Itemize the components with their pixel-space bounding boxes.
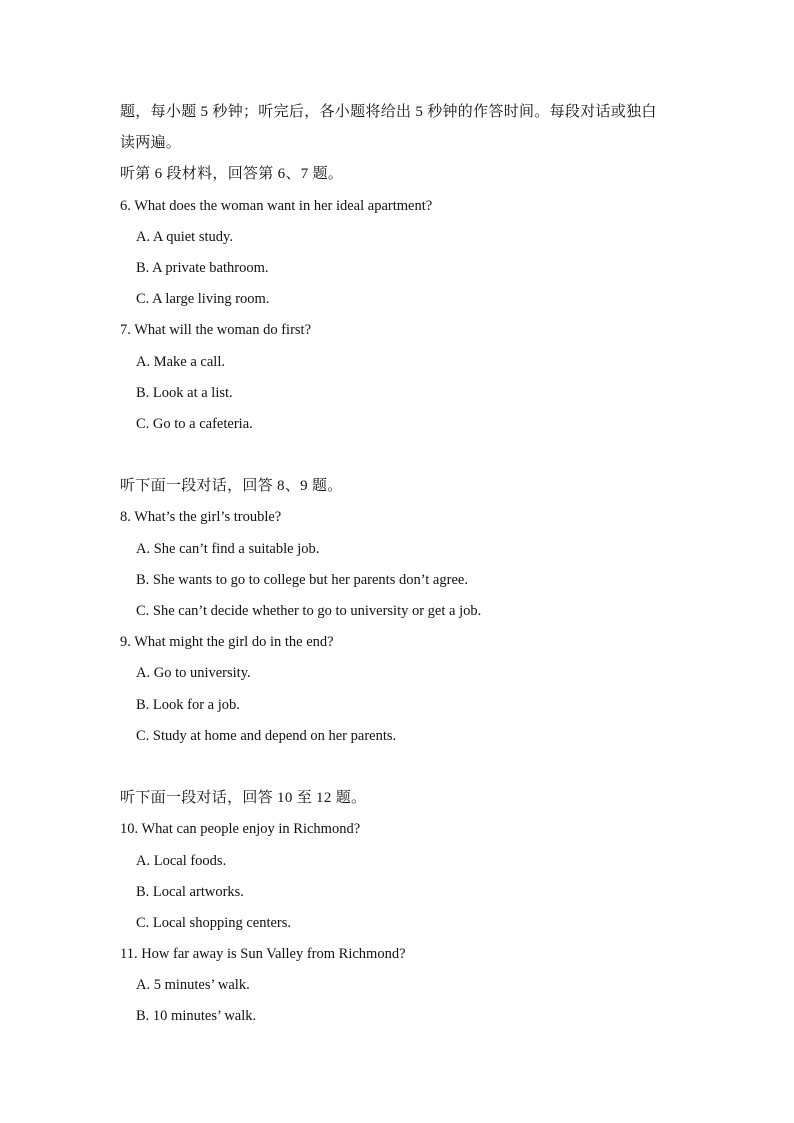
answer-option: B. 10 minutes’ walk. xyxy=(136,1008,257,1025)
answer-option: C. Local shopping centers. xyxy=(136,914,292,931)
question-stem: 11. How far away is Sun Valley from Richmond? xyxy=(120,946,406,963)
answer-option: A. She can’t find a suitable job. xyxy=(136,540,320,557)
question-stem: 8. What’s the girl’s trouble? xyxy=(120,509,282,526)
question-stem: 9. What might the girl do in the end? xyxy=(120,634,334,651)
answer-option: A. 5 minutes’ walk. xyxy=(136,977,250,994)
answer-option: B. She wants to go to college but her parents don’t agree. xyxy=(136,571,468,588)
answer-option: A. Make a call. xyxy=(136,353,225,370)
question-stem: 6. What does the woman want in her ideal apartment? xyxy=(120,197,433,214)
answer-option: C. Study at home and depend on her parents. xyxy=(136,727,397,744)
answer-option: A. Local foods. xyxy=(136,852,227,869)
section-heading: 听下面一段对话，回答 8、9 题。 xyxy=(120,478,343,495)
answer-option: B. Look at a list. xyxy=(136,384,233,401)
answer-option: C. She can’t decide whether to go to university or get a job. xyxy=(136,603,482,619)
answer-option: B. Local artworks. xyxy=(136,883,244,900)
section-heading: 听第 6 段材料，回答第 6、7 题。 xyxy=(120,166,344,183)
answer-option: A. Go to university. xyxy=(136,665,251,682)
question-stem: 10. What can people enjoy in Richmond? xyxy=(120,821,361,838)
page-content xyxy=(120,97,700,1033)
answer-option: C. A large living room. xyxy=(136,291,270,308)
intro-line-1: 题，每小题 5 秒钟；听完后，各小题将给出 5 秒钟的作答时间。每段对话或独白 xyxy=(120,104,657,120)
question-stem: 7. What will the woman do first? xyxy=(120,322,312,339)
section-spacer xyxy=(120,440,700,471)
intro-line-2: 读两遍。 xyxy=(120,135,182,152)
answer-option: B. A private bathroom. xyxy=(136,259,269,276)
answer-option: A. A quiet study. xyxy=(136,228,233,245)
answer-option: C. Go to a cafeteria. xyxy=(136,415,253,432)
section-heading: 听下面一段对话，回答 10 至 12 题。 xyxy=(120,790,367,807)
answer-option: B. Look for a job. xyxy=(136,696,240,713)
section-spacer xyxy=(120,752,700,783)
